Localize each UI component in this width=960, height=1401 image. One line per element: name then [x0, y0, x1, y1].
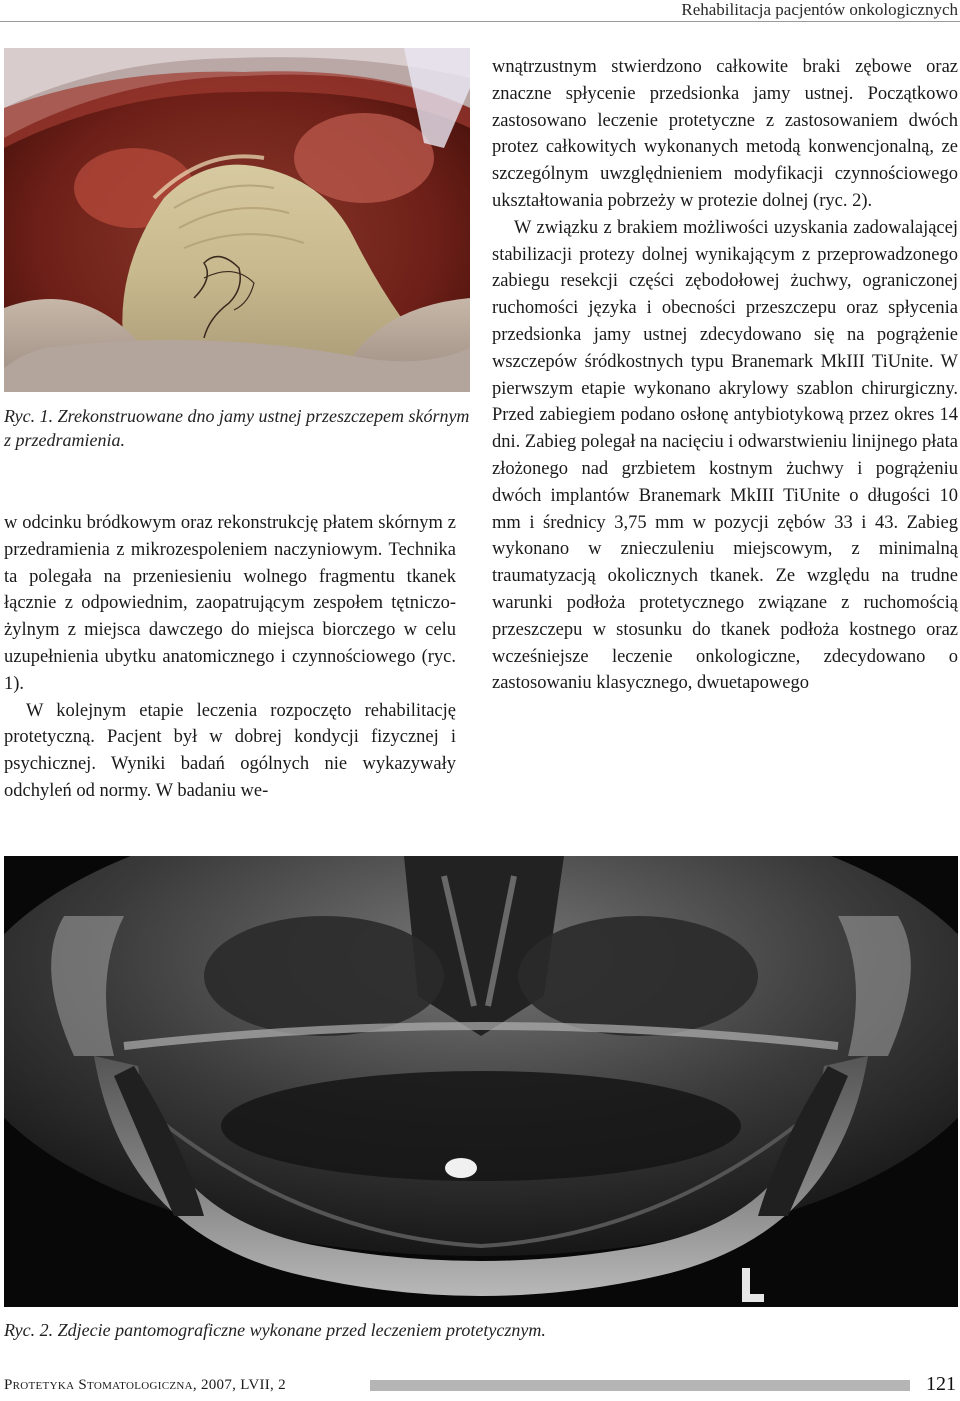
- footer-rule: [370, 1380, 910, 1391]
- figure-1-caption: Ryc. 1. Zrekonstruowane dno jamy ustnej przeszczepem skórnym z przedramienia.: [4, 406, 470, 450]
- figure-2-xray: [4, 856, 958, 1307]
- page-number: 121: [926, 1373, 956, 1395]
- running-head: Rehabilitacja pacjentów onkologicznych: [0, 0, 960, 22]
- right-column: [492, 54, 958, 697]
- figure-1-photo: [4, 48, 470, 392]
- left-paragraph-1: w odcinku bródkowym oraz rekonstrukcję płatem skórnym z przedramienia z mikrozespoleniem naczyniowym. Technika ta polegała na przeniesieniu wolnego fragmentu tkanek łącznie z odpowiednim, zaopatrującym zespołem tętniczo-żylnym z miejsca dawczego do miejsca biorczego w celu uzupełnienia ubytku anatomicznego i czynnościowego (ryc. 1).: [4, 513, 456, 694]
- figure-2-caption: Ryc. 2. Zdjecie pantomograficzne wykonane przed leczeniem protetycznym.: [4, 1320, 546, 1340]
- page-footer: [0, 1372, 960, 1396]
- right-paragraph-2: W związku z brakiem możliwości uzyskania zadowalającej stabilizacji protezy dolnej wynikającym z przeprowadzonego zabiegu resekcji części zębodołowej żuchwy, ograniczonej ruchomości języka i obecności przeszczepu oraz spłycenia przedsionka jamy ustnej zdecydowano się na pogrążenie wszczepów śródkostnych typu Branemark MkIII TiUnite. W pierwszym etapie wykonano akrylowy szablon chirurgiczny. Przed zabiegiem podano osłonę antybiotykową przez okres 14 dni. Zabieg polegał na nacięciu i odwarstwieniu linijnego płata złożonego nad grzbietem kostnym żuchwy i pogrążeniu dwóch implantów Branemark MkIII TiUnite o długości 10 mm i średnicy 3,75 mm w pozycji zębów 33 i 43. Zabieg wykonano w znieczuleniu miejscowym, z minimalną traumatyzacją okolicznych tkanek. Ze względu na trudne warunki podłoża protetycznego związane z ruchomością przeszczepu w stosunku do tkanek podłoża kostnego oraz wcześniejsze leczenie onkologiczne, zdecydowano o zastosowaniu klasycznego, dwuetapowego: [492, 217, 958, 694]
- xray-marker: L: [746, 1290, 747, 1291]
- journal-title: Protetyka Stomatologiczna, 2007, LVII, 2: [4, 1377, 286, 1393]
- left-column: [4, 510, 456, 805]
- left-paragraph-2: W kolejnym etapie leczenia rozpoczęto rehabilitację protetyczną. Pacjent był w dobrej kondycji fizycznej i psychicznej. Wyniki badań ogólnych nie wykazywały odchyleń od normy. W badaniu we-: [4, 700, 456, 801]
- right-paragraph-1: wnątrzustnym stwierdzono całkowite braki zębowe oraz znaczne spłycenie przedsionka jamy ustnej. Początkowo zastosowano leczenie protetyczne z zastosowaniem dwóch protez całkowitych wykonanych metodą konwencjonalną, ze szczególnym uwzględnieniem modyfikacji czynnościowego ukształtowania pobrzeży w protezie dolnej (ryc. 2).: [492, 57, 958, 211]
